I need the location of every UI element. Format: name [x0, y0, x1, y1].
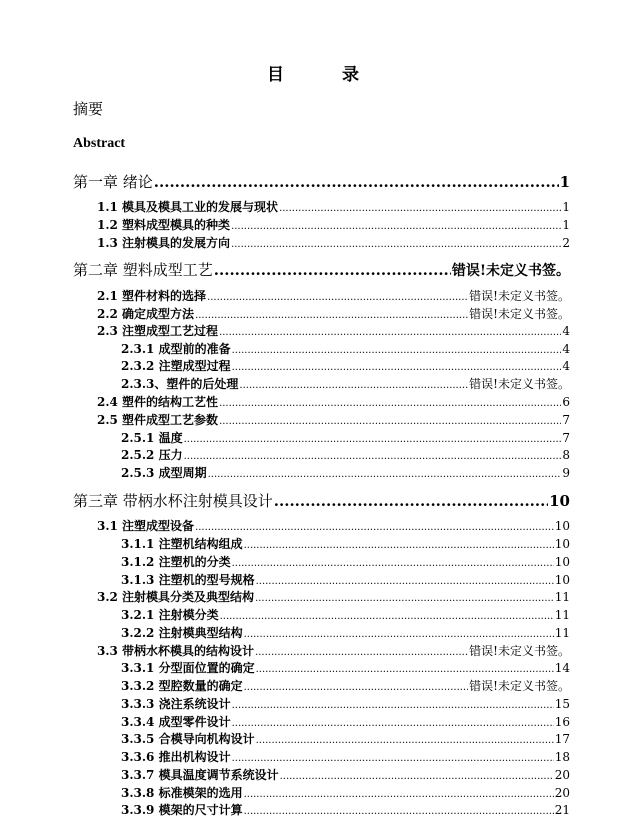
toc-entry-2-4[interactable]	[97, 393, 570, 410]
abstract-en[interactable]: Abstract	[73, 136, 126, 151]
toc-entry-label: 3.3.3 浇注系统设计	[121, 697, 231, 711]
toc-entry-page: 1	[562, 218, 570, 232]
toc-leader	[232, 753, 554, 764]
toc-entry-page: 2	[562, 236, 570, 250]
toc-leader	[214, 261, 451, 279]
toc-entry-3-3-1[interactable]	[121, 659, 570, 676]
toc-entry-label: 3.3.2 型腔数量的确定	[121, 679, 243, 693]
toc-entry-label: 2.5.1 温度	[121, 431, 183, 445]
toc-entry-page: 4	[562, 342, 570, 356]
toc-entry-label: 第二章 塑料成型工艺	[73, 261, 213, 279]
toc-title: 目 录	[267, 65, 385, 85]
toc-entry-label: 2.2 确定成型方法	[97, 307, 195, 321]
toc-leader	[279, 203, 561, 214]
toc-entry-label: 第三章 带柄水杯注射模具设计	[73, 492, 273, 510]
toc-entry-label: 3.1 注塑成型设备	[97, 519, 195, 533]
toc-entry-label: 3.1.1 注塑机结构组成	[121, 537, 243, 551]
toc-entry-page: 7	[562, 413, 570, 427]
toc-entry-1-1[interactable]	[97, 198, 570, 215]
toc-entry-label: 3.1.3 注塑机的型号规格	[121, 573, 255, 587]
toc-leader	[208, 469, 562, 480]
toc-entry-page: 18	[554, 750, 570, 764]
toc-entry-3-3-6[interactable]	[121, 748, 570, 765]
toc-entry-label: 2.5 塑件成型工艺参数	[97, 413, 219, 427]
toc-entry-2-5-1[interactable]	[121, 429, 570, 446]
toc-entry-page: 1	[559, 173, 570, 191]
toc-entry-3-1-3[interactable]	[121, 571, 570, 588]
toc-entry-label: 1.1 模具及模具工业的发展与现状	[97, 200, 279, 214]
toc-entry-label: 2.5.3 成型周期	[121, 466, 207, 480]
toc-entry-3-3-2[interactable]	[121, 677, 570, 694]
toc-leader	[232, 700, 554, 711]
toc-entry-page: 11	[554, 626, 570, 640]
toc-entry-page: 错误!未定义书签。	[469, 679, 570, 693]
toc-entry-label: 2.4 塑件的结构工艺性	[97, 395, 219, 409]
toc-entry-label: 3.2.1 注射模分类	[121, 608, 219, 622]
toc-entry-label: 3.3.6 推出机构设计	[121, 750, 231, 764]
toc-leader	[256, 576, 554, 587]
toc-entry-page: 10	[549, 492, 570, 510]
toc-entry-3-3-9[interactable]	[121, 801, 570, 818]
toc-entry-page: 错误!未定义书签。	[469, 377, 570, 391]
toc-entry-page: 6	[562, 395, 570, 409]
toc-entry-3-1[interactable]	[97, 517, 570, 534]
toc-entry-page: 20	[554, 786, 570, 800]
toc-leader	[244, 789, 554, 800]
toc-leader	[256, 664, 554, 675]
toc-entry-2-1[interactable]	[97, 287, 570, 304]
toc-leader	[219, 327, 561, 338]
toc-entry-label: 2.5.2 压力	[121, 448, 183, 462]
toc-entry-2-3-1[interactable]	[121, 340, 570, 357]
toc-leader	[274, 492, 548, 510]
toc-entry-2-3-2[interactable]	[121, 357, 570, 374]
toc-entry-label: 3.1.2 注塑机的分类	[121, 555, 231, 569]
toc-entry-3-2[interactable]	[97, 588, 570, 605]
toc-leader	[232, 345, 562, 356]
toc-leader	[244, 540, 554, 551]
toc-leader	[232, 718, 554, 729]
toc-leader	[255, 647, 468, 658]
toc-entry-page: 10	[554, 519, 570, 533]
toc-entry-3-2-1[interactable]	[121, 606, 570, 623]
toc-entry-page: 错误!未定义书签。	[469, 289, 570, 303]
toc-entry-3-1-2[interactable]	[121, 553, 570, 570]
toc-leader	[219, 398, 561, 409]
toc-entry-chapter-3[interactable]	[73, 490, 570, 511]
toc-entry-label: 3.3.1 分型面位置的确定	[121, 661, 255, 675]
toc-entry-3-3-7[interactable]	[121, 766, 570, 783]
toc-leader	[244, 806, 554, 817]
toc-entry-label: 3.3.4 成型零件设计	[121, 715, 231, 729]
toc-leader	[220, 611, 554, 622]
toc-leader	[239, 380, 468, 391]
toc-entry-3-3-3[interactable]	[121, 695, 570, 712]
toc-entry-page: 错误!未定义书签。	[469, 644, 570, 658]
toc-entry-label: 2.3.1 成型前的准备	[121, 342, 231, 356]
toc-entry-page: 15	[554, 697, 570, 711]
toc-leader	[244, 682, 469, 693]
toc-leader	[256, 735, 554, 746]
toc-entry-label: 第一章 绪论	[73, 173, 153, 191]
toc-entry-3-2-2[interactable]	[121, 624, 570, 641]
toc-entry-page: 21	[554, 803, 570, 817]
toc-leader	[231, 221, 561, 232]
abstract-cn[interactable]: 摘要	[73, 100, 104, 118]
toc-entry-1-2[interactable]	[97, 216, 570, 233]
toc-leader	[219, 416, 561, 427]
toc-leader	[232, 362, 562, 373]
toc-entry-label: 3.2 注射模具分类及典型结构	[97, 590, 255, 604]
toc-leader	[195, 310, 468, 321]
toc-entry-page: 错误!未定义书签。	[451, 263, 570, 279]
toc-entry-page: 11	[554, 590, 570, 604]
toc-entry-3-3-4[interactable]	[121, 713, 570, 730]
toc-entry-3-3-5[interactable]	[121, 730, 570, 747]
toc-entry-page: 错误!未定义书签。	[469, 307, 570, 321]
toc-entry-label: 3.3.5 合模导向机构设计	[121, 732, 255, 746]
toc-entry-page: 10	[554, 537, 570, 551]
toc-entry-label: 2.3.2 注塑成型过程	[121, 359, 231, 373]
toc-entry-label: 1.3 注射模具的发展方向	[97, 236, 231, 250]
toc-entry-label: 2.1 塑件材料的选择	[97, 289, 207, 303]
toc-entry-label: 1.2 塑料成型模具的种类	[97, 218, 231, 232]
toc-leader	[184, 451, 562, 462]
toc-leader	[207, 292, 468, 303]
toc-entry-3-1-1[interactable]	[121, 535, 570, 552]
toc-leader	[244, 629, 554, 640]
toc-entry-page: 14	[554, 661, 570, 675]
toc-entry-chapter-1[interactable]	[73, 171, 570, 192]
toc-entry-page: 4	[562, 324, 570, 338]
toc-entry-page: 8	[562, 448, 570, 462]
toc-entry-2-5[interactable]	[97, 411, 570, 428]
toc-entry-label: 3.3.9 模架的尺寸计算	[121, 803, 243, 817]
toc-entry-page: 16	[554, 715, 570, 729]
toc-entry-page: 9	[562, 466, 570, 480]
toc-entry-2-3[interactable]	[97, 322, 570, 339]
toc-entry-chapter-2[interactable]	[73, 259, 570, 280]
toc-entry-3-3[interactable]	[97, 642, 570, 659]
toc-entry-label: 3.3.7 模具温度调节系统设计	[121, 768, 279, 782]
toc-leader	[154, 173, 559, 191]
toc-entry-label: 3.3 带柄水杯模具的结构设计	[97, 644, 255, 658]
toc-entry-2-2[interactable]	[97, 305, 570, 322]
toc-leader	[255, 593, 554, 604]
toc-entry-3-3-8[interactable]	[121, 784, 570, 801]
toc-entry-2-5-2[interactable]	[121, 446, 570, 463]
toc-leader	[232, 558, 554, 569]
toc-leader	[231, 239, 561, 250]
toc-entry-label: 3.2.2 注射模典型结构	[121, 626, 243, 640]
toc-entry-page: 10	[554, 573, 570, 587]
toc-entry-label: 2.3.3、塑件的后处理	[121, 377, 239, 391]
toc-entry-1-3[interactable]	[97, 234, 570, 251]
toc-leader	[195, 522, 554, 533]
toc-entry-page: 17	[554, 732, 570, 746]
toc-entry-page: 10	[554, 555, 570, 569]
toc-entry-page: 7	[562, 431, 570, 445]
toc-entry-2-5-3[interactable]	[121, 464, 570, 481]
toc-entry-page: 1	[562, 200, 570, 214]
toc-entry-page: 20	[554, 768, 570, 782]
toc-entry-label: 2.3 注塑成型工艺过程	[97, 324, 219, 338]
toc-entry-page: 4	[562, 359, 570, 373]
toc-entry-2-3-3[interactable]	[121, 375, 570, 392]
toc-leader	[280, 771, 554, 782]
toc-entry-label: 3.3.8 标准模架的选用	[121, 786, 243, 800]
toc-entry-page: 11	[554, 608, 570, 622]
toc-leader	[184, 434, 562, 445]
